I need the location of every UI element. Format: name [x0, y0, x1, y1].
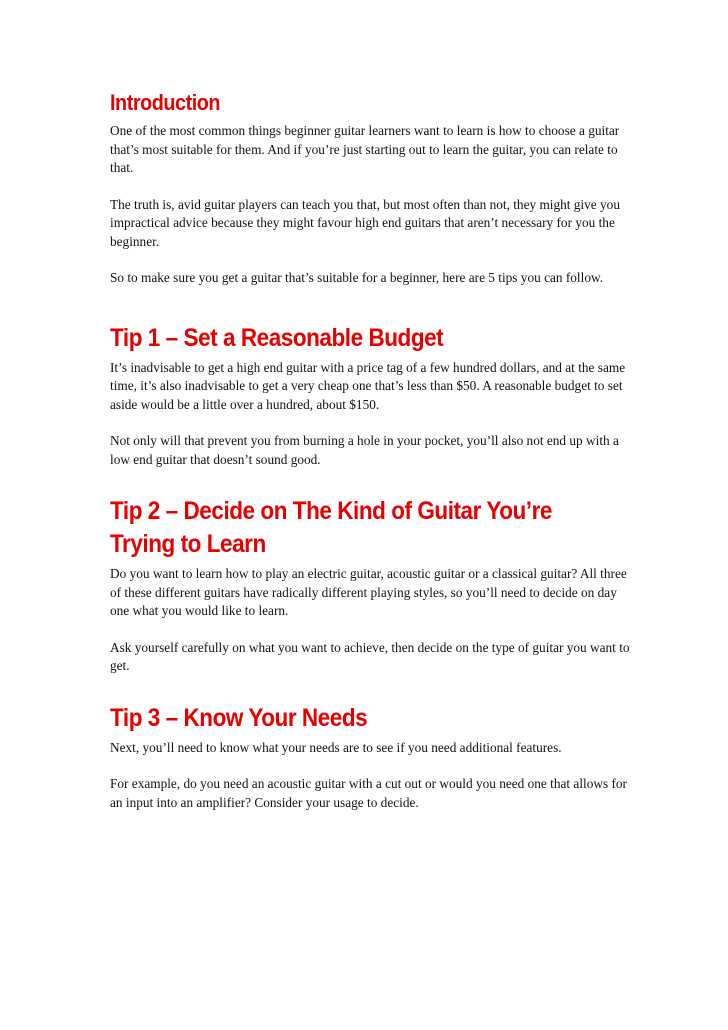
document-body [110, 88, 630, 830]
section-tip-2 [110, 495, 630, 676]
section-tip-1 [110, 322, 630, 470]
heading-tip-2: Tip 2 – Decide on The Kind of Guitar You’re Trying to Learn [110, 497, 552, 558]
paragraph: Ask yourself carefully on what you want to achieve, then decide on the type of guitar you want to get. [110, 639, 630, 673]
paragraph: Not only will that prevent you from burning a hole in your pocket, you’ll also not end up with a low end guitar that doesn’t sound good. [110, 433, 619, 467]
heading-tip-3: Tip 3 – Know Your Needs [110, 703, 368, 732]
paragraph: Do you want to learn how to play an electric guitar, acoustic guitar or a classical guitar? All three of these different guitars have radically different playing styles, so you’ll need to decide on day one what you would like to learn. [110, 566, 627, 618]
paragraph: The truth is, avid guitar players can teach you that, but most often than not, they might give you impractical advice because they might favour high end guitars that aren’t necessary for you the beginner. [110, 196, 620, 249]
paragraph: It’s inadvisable to get a high end guitar with a price tag of a few hundred dollars, and at the same time, it’s also inadvisable to get a very cheap one that’s less than $50. A reasonable budget to set aside would be a little over a hundred, about $150. [110, 359, 626, 412]
paragraph: One of the most common things beginner guitar learners want to learn is how to choose a guitar that’s most suitable for them. And if you’re just starting out to learn the guitar, you can relate to that. [110, 123, 620, 175]
heading-introduction: Introduction [110, 90, 221, 115]
paragraph: So to make sure you get a guitar that’s suitable for a beginner, here are 5 tips you can follow. [110, 270, 604, 285]
heading-tip-1: Tip 1 – Set a Reasonable Budget [110, 323, 444, 352]
paragraph: Next, you’ll need to know what your needs are to see if you need additional features. [110, 739, 562, 755]
section-introduction [110, 88, 630, 288]
section-tip-3 [110, 702, 630, 813]
paragraph: For example, do you need an acoustic guitar with a cut out or would you need one that allows for an input into an amplifier? Consider your usage to decide. [110, 776, 627, 810]
